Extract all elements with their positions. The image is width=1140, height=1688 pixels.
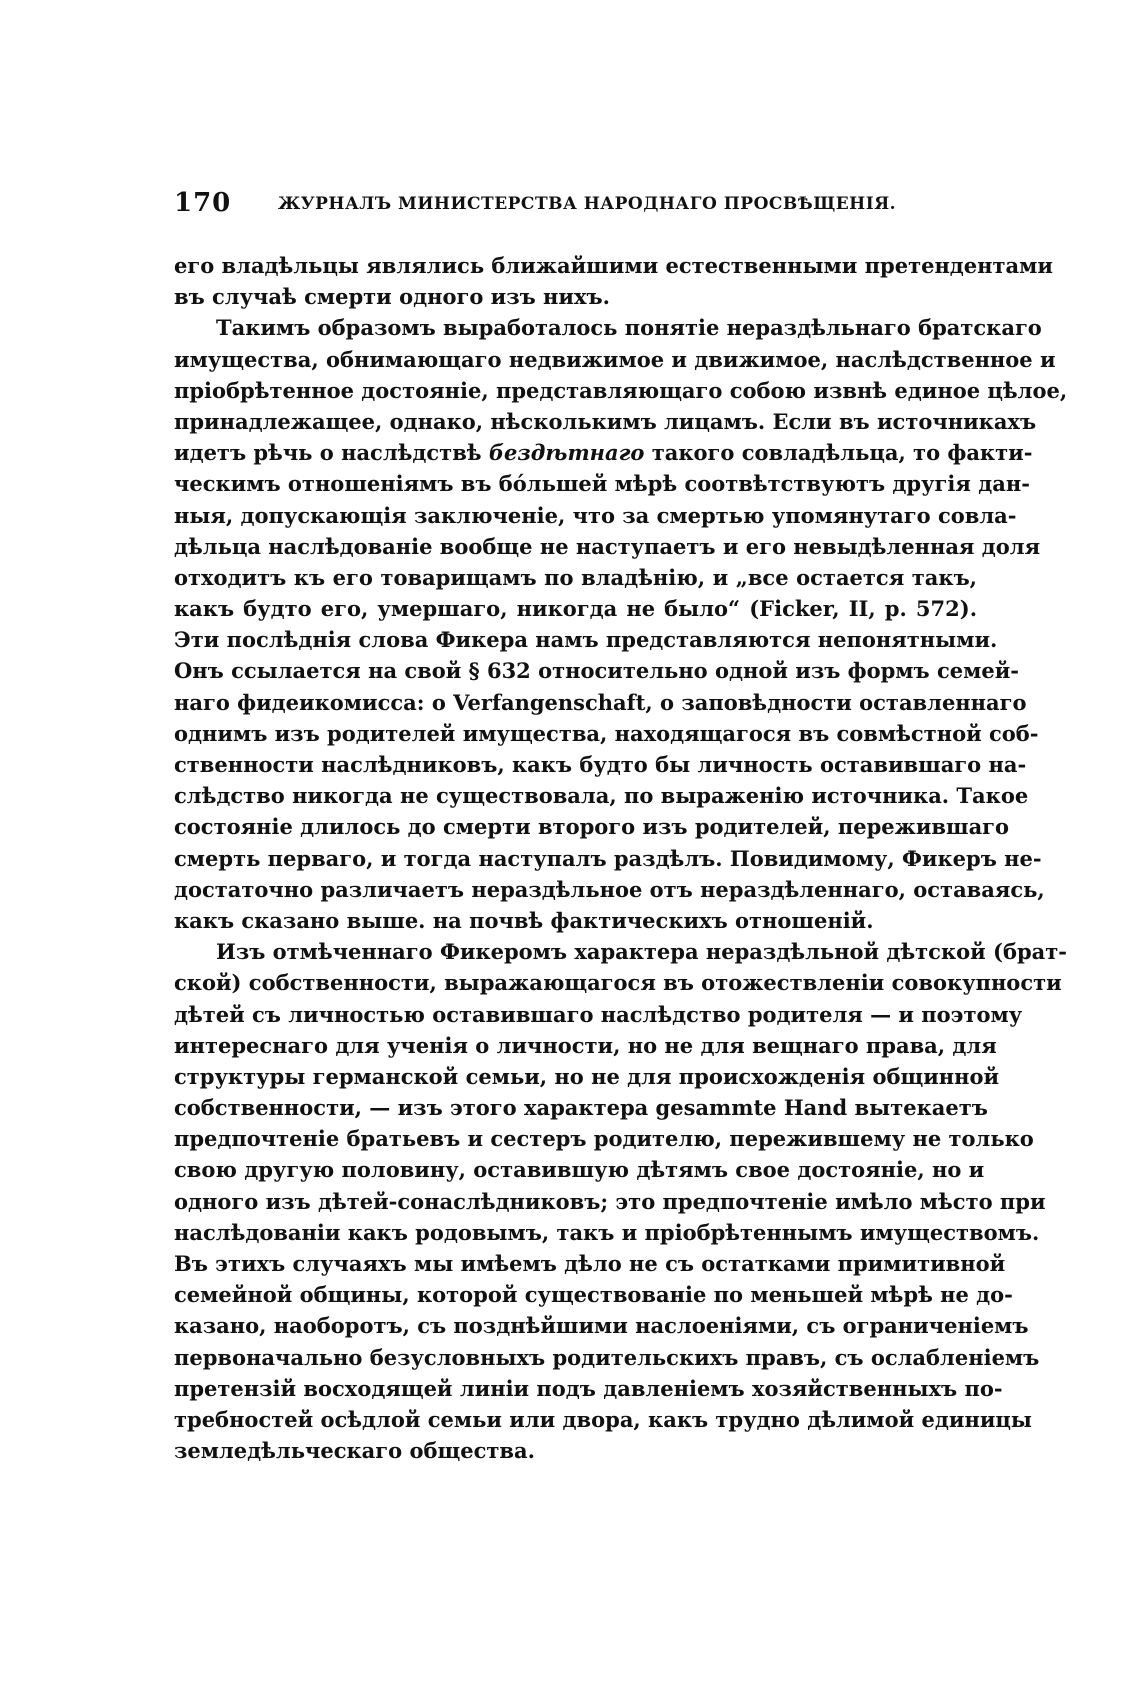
text-line: дѣтей съ личностью оставившаго наслѣдство родителя — и поэтому [174,1001,1023,1027]
text-line: Изъ отмѣченнаго Фикеромъ характера нераздѣльной дѣтской (брат- [216,939,1067,965]
text-line: казано, наоборотъ, съ позднѣйшими наслоеніями, съ ограниченіемъ [174,1313,1029,1339]
text-line: Въ этихъ случаяхъ мы имѣемъ дѣло не съ остатками примитивной [174,1251,1006,1276]
text-line: слѣдство никогда не существовала, по выраженію источника. Такое [174,783,1029,809]
text-line: предпочтеніе братьевъ и сестеръ родителю, пережившему не только [174,1126,1034,1152]
text-line: Онъ ссылается на свой § 632 относительно одной изъ формъ семей- [174,658,1019,684]
text-line: имущества, обнимающаго недвижимое и движимое, наслѣдственное и [174,346,1056,372]
running-title: ЖУРНАЛЪ МИНИСТЕРСТВА НАРОДНАГО ПРОСВѢЩЕНІЯ. [278,194,897,214]
text-line: земледѣльческаго общества. [174,1438,535,1464]
text-line: пріобрѣтенное достояніе, представляющаго собою извнѣ единое цѣлое, [174,377,1068,403]
text-line: отходитъ къ его товарищамъ по владѣнію, и „все остается такъ, [174,564,977,590]
text-line: Такимъ образомъ выработалось понятіе нераздѣльнаго братскаго [216,315,1042,341]
text-line: свою другую половину, оставившую дѣтямъ свое достояніе, но и [174,1157,985,1183]
text-line: первоначально безусловныхъ родительскихъ правъ, съ ослабленіемъ [174,1344,1040,1370]
text-line: наслѣдованіи какъ родовымъ, такъ и пріобрѣтеннымъ имуществомъ. [174,1219,1040,1245]
text-line: однимъ изъ родителей имущества, находящагося въ совмѣстной соб- [174,720,1039,746]
italic-term: бездѣтнаго [488,440,645,466]
text-line: наго фидеикомисса: о Verfangenschaft, о заповѣдности оставленнаго [174,689,1027,715]
text-line: какъ сказано выше. на почвѣ фактическихъ отношеній. [174,907,874,933]
text-line: Эти послѣднія слова Фикера намъ представляются непонятными. [174,627,998,653]
text-line: семейной общины, которой существованіе по меньшей мѣрѣ не до- [174,1282,1013,1308]
page-number: 170 [174,188,232,218]
text-line: ской) собственности, выражающагося въ отожествленіи совокупности [174,970,1062,996]
text-line: ственности наслѣдниковъ, какъ будто бы личность оставившаго на- [174,752,1027,777]
text-line: собственности, — изъ этого характера gesammte Hand вытекаетъ [174,1095,988,1121]
text-line: принадлежащее, однако, нѣсколькимъ лицамъ. Если въ источникахъ [174,408,1037,434]
text-line: какъ будто его, умершаго, никогда не было“ (Ficker, II, p. 572). [174,596,977,622]
page-header [174,188,984,228]
text-line: ческимъ отношеніямъ въ бóльшей мѣрѣ соотвѣтствуютъ другія дан- [174,471,1030,497]
text-line: смерть перваго, и тогда наступалъ раздѣлъ. Повидимому, Фикеръ не- [174,845,1042,871]
text-segment: идетъ рѣчь о наслѣдствѣ [174,440,482,466]
text-line: интереснаго для ученія о личности, но не для вещнаго права, для [174,1032,997,1058]
text-line: въ случаѣ смерти одного изъ нихъ. [174,284,610,310]
text-line: претензій восходящей линіи подъ давленіемъ хозяйственныхъ по- [174,1375,1003,1401]
text-line: ныя, допускающія заключеніе, что за смертью упомянутаго совла- [174,502,1017,528]
text-line: его владѣльцы являлись ближайшими естественными претендентами [174,253,1053,278]
text-segment: такого совладѣльца, то факти- [651,440,1033,466]
text-line: состояніе длилось до смерти второго изъ родителей, пережившаго [174,814,1010,840]
text-line [174,437,1033,468]
text-line: структуры германской семьи, но не для происхожденія общинной [174,1063,1000,1089]
text-line: одного изъ дѣтей-сонаслѣдниковъ; это предпочтеніе имѣло мѣсто при [174,1188,1046,1214]
paragraph-2 [174,312,1068,936]
text-line: требностей осѣдлой семьи или двора, какъ трудно дѣлимой единицы [174,1406,1032,1432]
body-text [174,250,1068,1466]
paragraph-1 [174,250,1053,312]
text-line: достаточно различаетъ нераздѣльное отъ нераздѣленнаго, оставаясь, [174,876,1045,902]
text-line: дѣльца наслѣдованіе вообще не наступаетъ и его невыдѣленная доля [174,533,1041,559]
paragraph-3 [174,936,1067,1466]
